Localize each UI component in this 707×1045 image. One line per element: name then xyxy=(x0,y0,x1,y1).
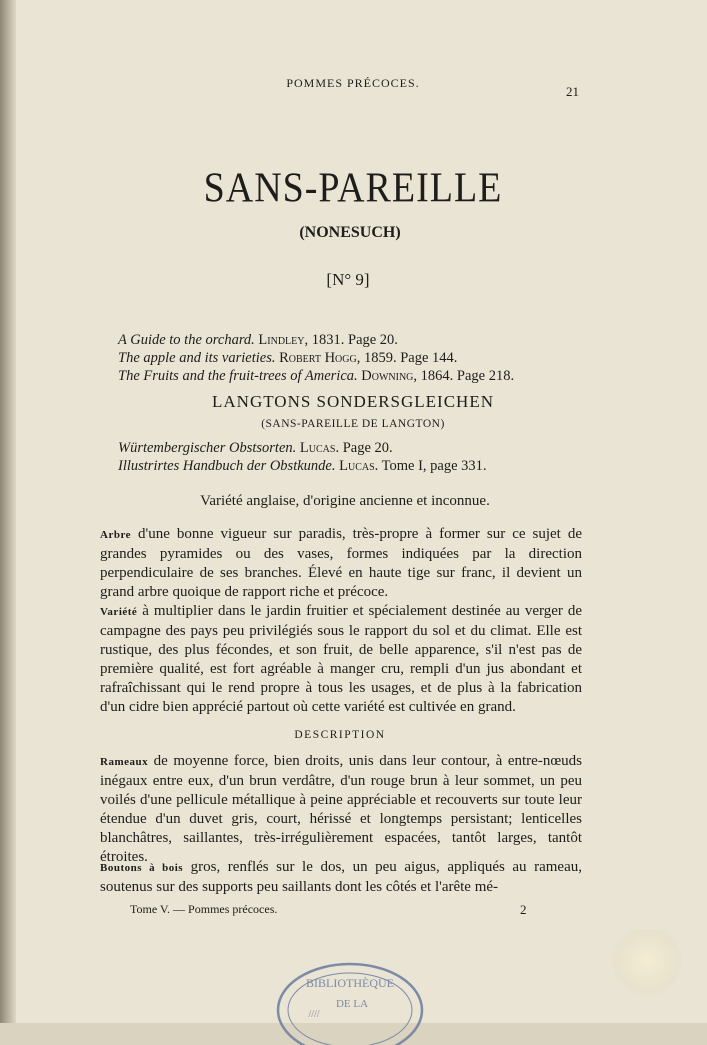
paragraph-lead: Rameaux xyxy=(100,756,149,768)
page-title: SANS-PAREILLE xyxy=(203,164,503,212)
paragraph-text: à multiplier dans le jardin fruitier et spécialement destinée au verger de campagne des pays peu privilégiés sous le rapport du sol et du climat. Elle est rustique, des plus fécondes, et son fruit, de belle apparence, s'il n'est pas de première qualité, est fort agréable à manger cru, rempli d'un jus abondant et rafraîchissant qui le rend propre à tous les usages, et de plus à la fabrication d'un cidre bien apprécié partout où cette variété est cultivée en grand. xyxy=(100,603,582,715)
library-stamp xyxy=(270,955,430,1045)
stamp-text-3: //// xyxy=(308,1009,320,1020)
origin-line: Variété anglaise, d'origine ancienne et inconnue. xyxy=(200,493,490,509)
reference-list xyxy=(118,332,598,386)
page-footer xyxy=(130,902,550,917)
paragraph-variete xyxy=(100,602,582,717)
reference-item: The apple and its varieties. Robert Hogg, 1859. Page 144. xyxy=(118,350,458,366)
running-head: POMMES PRÉCOCES. xyxy=(286,76,420,90)
paragraph-boutons xyxy=(100,858,582,897)
reference-item: A Guide to the orchard. Lindley, 1831. Page 20. xyxy=(118,332,398,348)
paragraph-lead: Variété xyxy=(100,606,138,618)
volume-line: Tome V. — Pommes précoces. xyxy=(130,902,278,916)
paragraph-text: gros, renflés sur le dos, un peu aigus, appliqués au rameau, soutenus sur des supports peu saillants dont les côtés et l'arête mé- xyxy=(100,859,582,895)
reference-item: Illustrirtes Handbuch der Obstkunde. Lucas. Tome I, page 331. xyxy=(118,458,487,474)
reference-list-2 xyxy=(118,440,598,476)
variety-number: [N° 9] xyxy=(326,270,370,289)
stamp-text-1: BIBLIOTHÈQUE xyxy=(306,976,394,990)
reference-item: Würtembergischer Obstsorten. Lucas. Page 20. xyxy=(118,440,393,456)
stamp-text-2: DE LA xyxy=(335,998,369,1010)
paragraph-rameaux xyxy=(100,752,582,867)
page-number: 21 xyxy=(566,84,579,99)
paragraph-text: de moyenne force, bien droits, unis dans leur contour, à entre-nœuds inégaux entre eux, d'un brun verdâtre, d'un rouge brun à leur sommet, un peu voilés d'une pellicule métallique à peine appréciable et recouverts sur toute leur étendue d'un duvet gris, court, hérissé et longtemps persistant; lenticelles blanchâtres, saillantes, très-irrégulièrement espacées, tantôt larges, tantôt étroites. xyxy=(100,753,582,865)
paragraph-arbre xyxy=(100,525,582,602)
synonym-subtitle: (SANS-PAREILLE DE LANGTON) xyxy=(261,418,445,430)
page-subtitle: (NONESUCH) xyxy=(299,224,401,241)
signature-mark: 2 xyxy=(520,902,527,917)
description-heading: DESCRIPTION xyxy=(294,729,386,741)
paragraph-lead: Arbre xyxy=(100,529,132,541)
reference-item: The Fruits and the fruit-trees of America. Downing, 1864. Page 218. xyxy=(118,368,515,384)
synonym-title: LANGTONS SONDERSGLEICHEN xyxy=(212,392,494,411)
book-gutter xyxy=(0,0,16,1023)
paragraph-text: d'une bonne vigueur sur paradis, très-propre à former sur ce sujet de grandes pyramides ou des vases, formes indiquées par la direction perpendiculaire de ses branches. Élevé en haute tige sur franc, il devient un grand arbre quoique de rapport riche et précoce. xyxy=(100,526,582,600)
paragraph-lead: Boutons à bois xyxy=(100,862,184,874)
scan-glare xyxy=(612,930,682,1000)
